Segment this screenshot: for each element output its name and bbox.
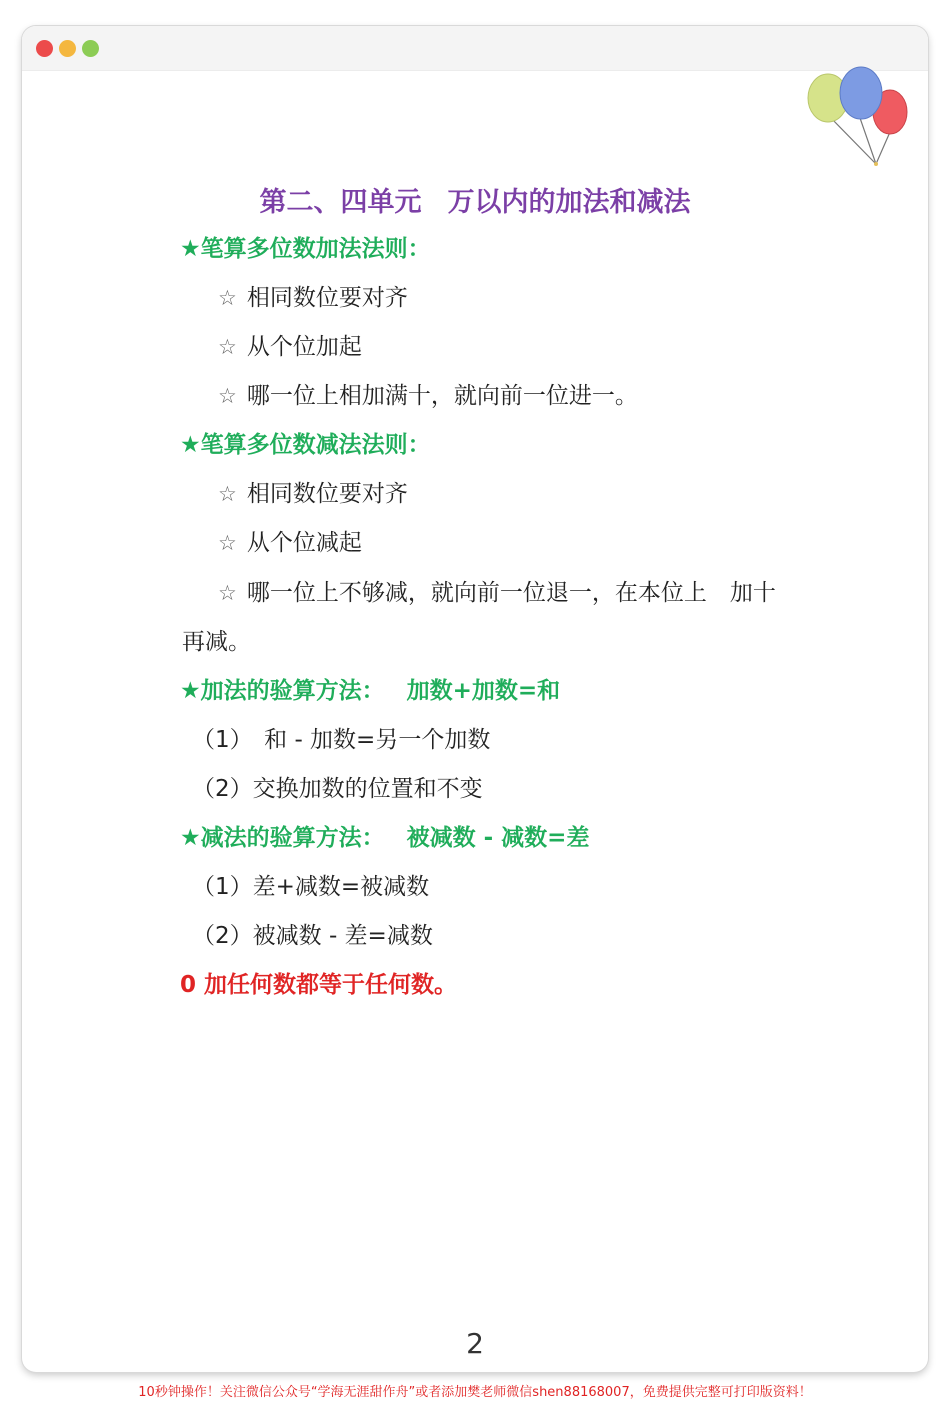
star-outline-icon: ☆: [218, 531, 237, 555]
title-right: 万以内的加法和减法: [447, 187, 691, 218]
list-item: ☆ 从个位加起: [218, 334, 362, 360]
addition-check-heading: ★加法的验算方法： 加数+加数=和: [180, 678, 561, 704]
list-item: ☆ 哪一位上相加满十，就向前一位进一。: [218, 383, 638, 409]
list-item: ☆ 相同数位要对齐: [218, 481, 408, 507]
star-outline-icon: ☆: [218, 581, 237, 605]
list-item: （2）交换加数的位置和不变: [192, 776, 483, 802]
subtraction-check-formula: 被减数 - 减数=差: [406, 825, 590, 851]
zero-note: 0 加任何数都等于任何数。: [180, 972, 458, 998]
addition-check-formula: 加数+加数=和: [406, 678, 561, 704]
document-content: [22, 26, 928, 1372]
addition-rules-heading: ★笔算多位数加法法则：: [180, 236, 431, 262]
star-outline-icon: ☆: [218, 384, 237, 408]
subtraction-check-heading: ★减法的验算方法： 被减数 - 减数=差: [180, 825, 590, 851]
footer-notice: 10秒钟操作！关注微信公众号“学海无涯甜作舟”或者添加樊老师微信shen88168007，免费提供完整可打印版资料！: [138, 1385, 812, 1400]
list-item: ☆ 哪一位上不够减，就向前一位退一，在本位上 加十: [218, 580, 776, 606]
list-item-continuation: 再减。: [182, 629, 251, 655]
title-left: 第二、四单元: [259, 187, 422, 218]
list-item: ☆ 从个位减起: [218, 530, 362, 556]
subtraction-rules-heading: ★笔算多位数减法法则：: [180, 432, 431, 458]
star-outline-icon: ☆: [218, 482, 237, 506]
page-title: [22, 185, 928, 221]
list-item: （2）被减数 - 差=减数: [192, 923, 433, 949]
star-outline-icon: ☆: [218, 286, 237, 310]
list-item: （1） 和 - 加数=另一个加数: [192, 727, 491, 753]
list-item: ☆ 相同数位要对齐: [218, 285, 408, 311]
list-item: （1）差+减数=被减数: [192, 874, 430, 900]
document-window: [22, 26, 928, 1372]
page-number: 2: [466, 1327, 484, 1360]
star-outline-icon: ☆: [218, 335, 237, 359]
